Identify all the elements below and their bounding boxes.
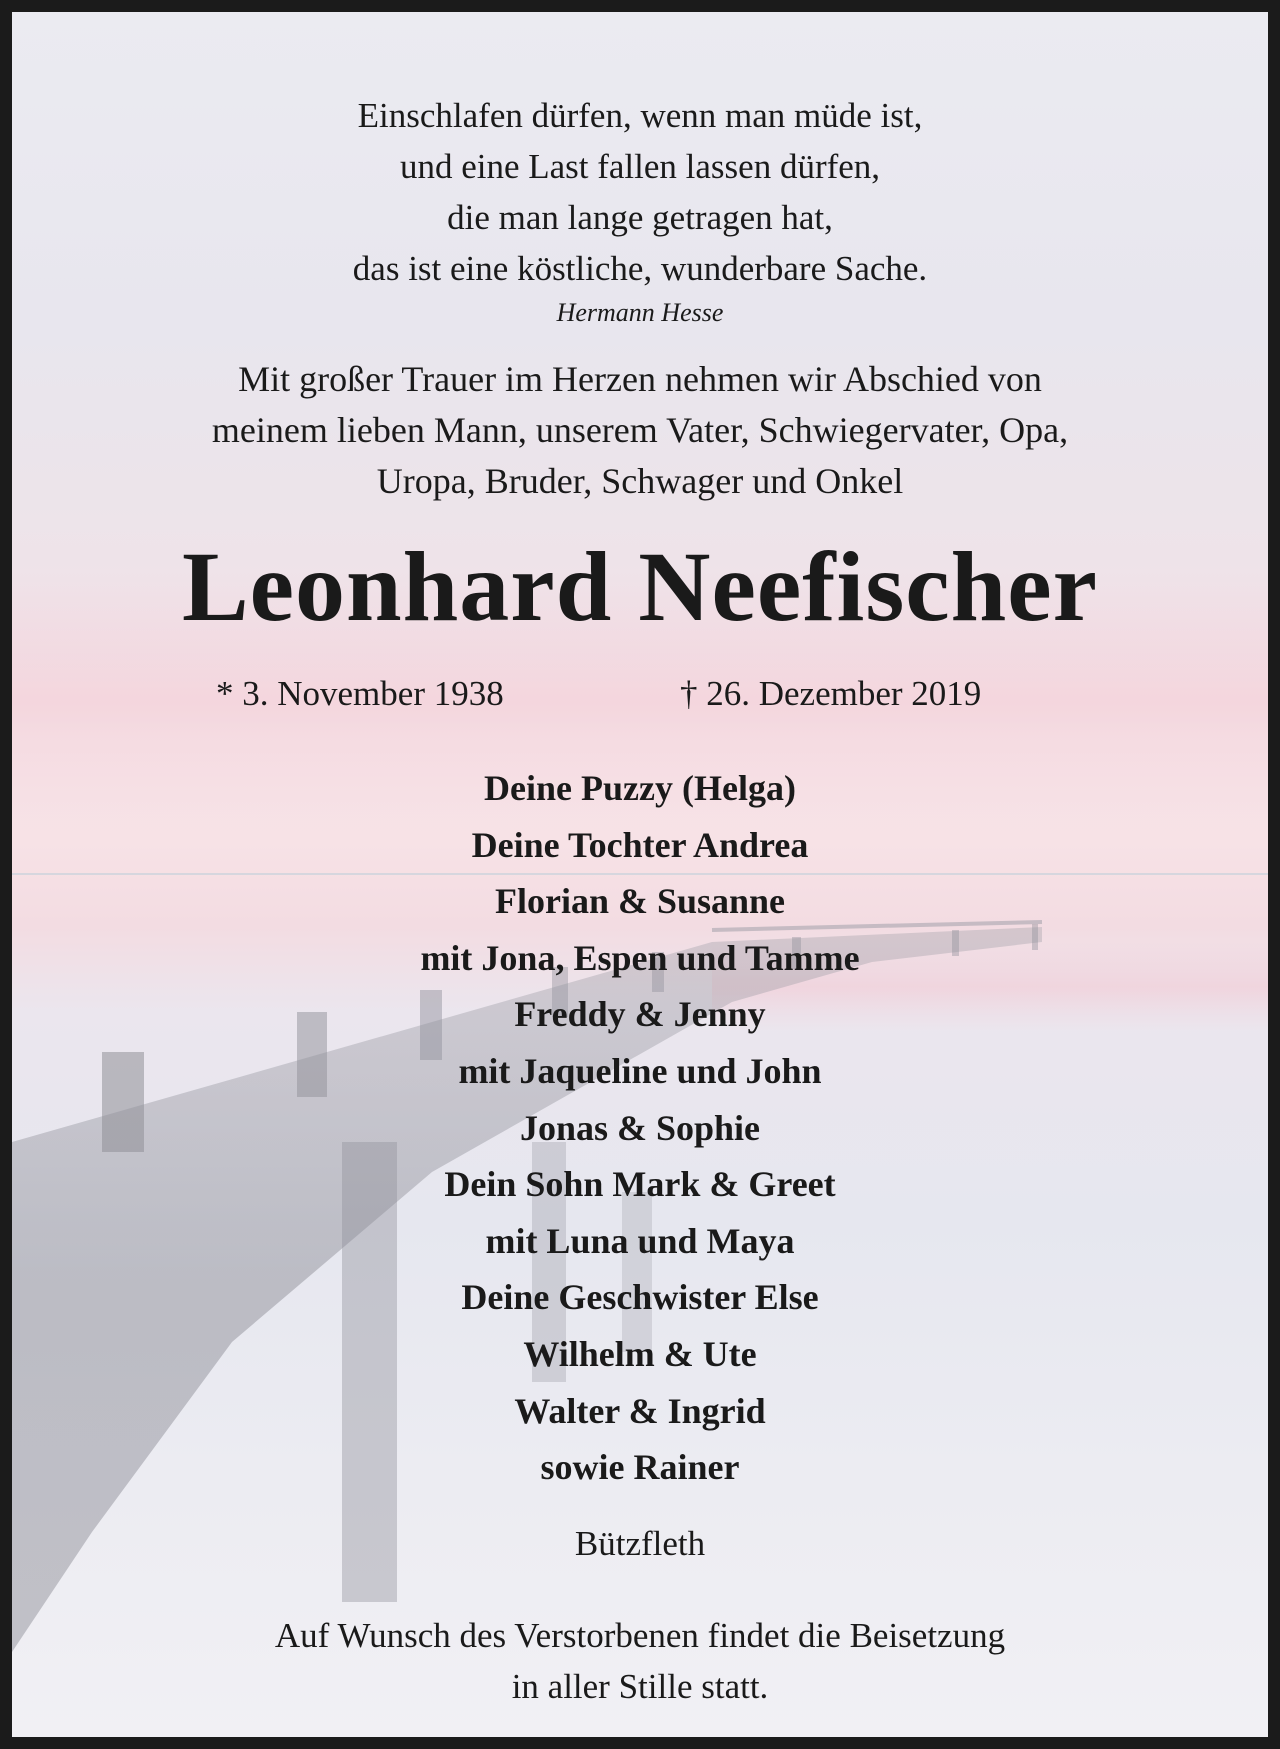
mourner-line: Wilhelm & Ute bbox=[523, 1333, 757, 1374]
birth-date: * 3. November 1938 bbox=[216, 674, 504, 713]
deceased-name: Leonhard Neefischer bbox=[181, 531, 1099, 642]
mourner-line: Deine Geschwister Else bbox=[461, 1277, 819, 1318]
mourner-line: Dein Sohn Mark & Greet bbox=[444, 1164, 836, 1205]
notice-line: in aller Stille statt. bbox=[511, 1667, 769, 1706]
mourner-line: sowie Rainer bbox=[540, 1447, 740, 1488]
mourner-line: Florian & Susanne bbox=[494, 881, 786, 922]
mourner-line: Deine Puzzy (Helga) bbox=[484, 768, 796, 808]
poem bbox=[12, 90, 1268, 294]
mourners-list bbox=[12, 760, 1268, 1496]
notice-line: Auf Wunsch des Verstorbenen findet die Beisetzung bbox=[274, 1616, 1006, 1655]
intro-line: Uropa, Bruder, Schwager und Onkel bbox=[376, 461, 904, 501]
mourner-line: mit Jaqueline und John bbox=[458, 1050, 822, 1091]
mourner-line: mit Jona, Espen und Tamme bbox=[420, 937, 860, 978]
poem-author: Hermann Hesse bbox=[556, 298, 724, 327]
intro-line: Mit großer Trauer im Herzen nehmen wir Abschied von bbox=[238, 359, 1042, 399]
intro-text bbox=[12, 354, 1268, 507]
mourner-line: Deine Tochter Andrea bbox=[471, 824, 809, 865]
death-date: † 26. Dezember 2019 bbox=[680, 674, 982, 713]
poem-line: Einschlafen dürfen, wenn man müde ist, bbox=[357, 96, 923, 135]
place-name: Bützfleth bbox=[574, 1524, 706, 1563]
intro-line: meinem lieben Mann, unserem Vater, Schwiegervater, Opa, bbox=[211, 410, 1069, 450]
burial-notice bbox=[12, 1610, 1268, 1712]
mourner-line: Walter & Ingrid bbox=[514, 1390, 766, 1431]
mourner-line: mit Luna und Maya bbox=[485, 1220, 795, 1261]
poem-line: und eine Last fallen lassen dürfen, bbox=[399, 147, 881, 186]
mourner-line: Freddy & Jenny bbox=[514, 994, 766, 1035]
mourner-line: Jonas & Sophie bbox=[519, 1107, 761, 1148]
poem-line: die man lange getragen hat, bbox=[447, 198, 833, 237]
poem-line: das ist eine köstliche, wunderbare Sache. bbox=[352, 249, 928, 288]
